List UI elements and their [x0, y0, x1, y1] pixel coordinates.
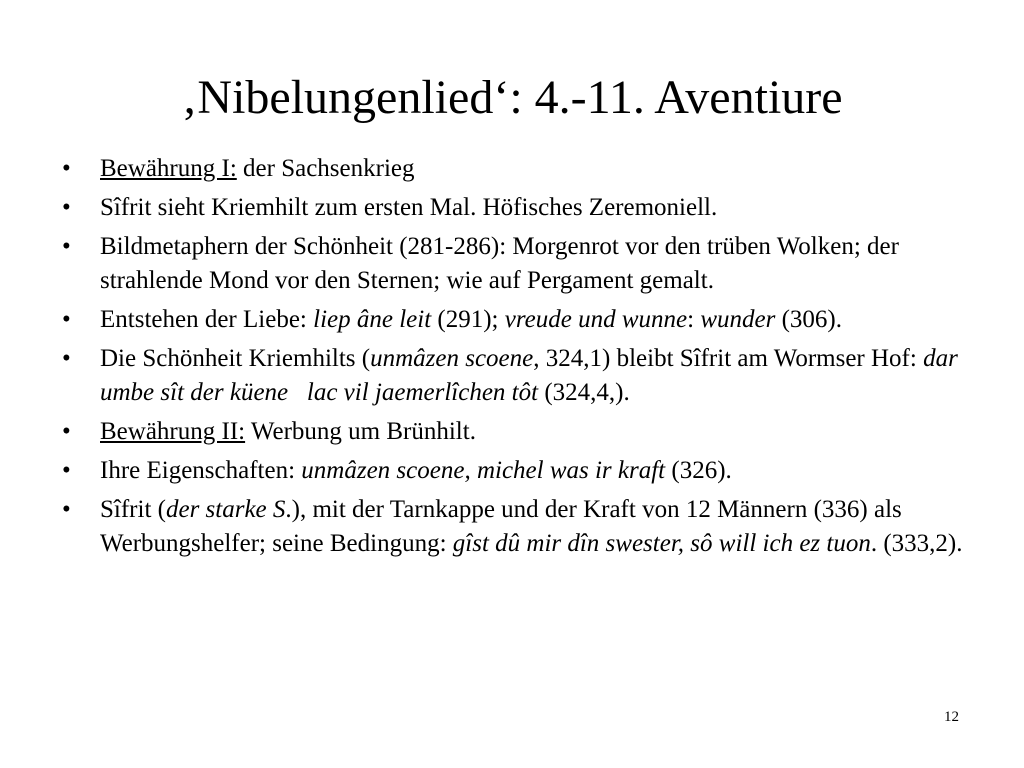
bullet-icon: •: [62, 496, 71, 523]
bullet-text-italic: vreude und wunne: [504, 306, 688, 333]
bullet-list: [62, 152, 982, 566]
bullet-text: Die Schönheit Kriemhilts (: [100, 345, 371, 372]
bullet-item: [62, 152, 982, 186]
bullet-icon: •: [62, 194, 71, 221]
bullet-text: der Sachsenkrieg: [236, 155, 415, 182]
bullet-item: [62, 303, 982, 337]
slide-title: ‚Nibelungenlied‘: 4.-11. Aventiure: [181, 71, 843, 124]
bullet-text-italic: unmâzen scoene: [370, 345, 534, 372]
bullet-item: [62, 454, 982, 488]
bullet-text-underline: Bewährung II:: [100, 418, 246, 445]
bullet-text: (326).: [665, 457, 732, 484]
bullet-text-italic: gîst dû mir dîn swester, sô will ich ez tuon: [452, 530, 871, 557]
bullet-icon: •: [62, 233, 71, 260]
bullet-text: Sîfrit sieht Kriemhilt zum ersten Mal. Höfisches Zeremoniell.: [100, 194, 718, 221]
bullet-item: [62, 415, 982, 449]
bullet-text-italic: dar umbe sît der küene lac vil jaemerlîchen tôt: [100, 345, 965, 406]
bullet-icon: •: [62, 306, 71, 333]
bullet-item: [62, 342, 982, 410]
bullet-text: :: [687, 306, 701, 333]
bullet-icon: •: [62, 418, 71, 445]
bullet-text-italic: unmâzen scoene, michel was ir kraft: [301, 457, 666, 484]
bullet-icon: •: [62, 155, 71, 182]
bullet-text: Ihre Eigenschaften:: [100, 457, 302, 484]
bullet-text-italic: liep âne leit: [313, 306, 432, 333]
bullet-text: (306).: [775, 306, 842, 333]
bullet-item: [62, 493, 982, 561]
bullet-item: [62, 191, 982, 225]
bullet-item: [62, 230, 982, 298]
bullet-text: , 324,1) bleibt Sîfrit am Wormser Hof:: [533, 345, 924, 372]
bullet-text: Entstehen der Liebe:: [100, 306, 314, 333]
bullet-text: .), mit der Tarnkappe und der Kraft von 12 Männern (336) als Werbungshelfer; seine Bedingung:: [100, 496, 902, 557]
bullet-text-underline: Bewährung I:: [100, 155, 237, 182]
bullet-text: (291);: [431, 306, 505, 333]
bullet-text-italic: wunder: [700, 306, 776, 333]
bullet-text-italic: der starke S: [165, 496, 286, 523]
bullet-text: (324,4,).: [538, 379, 630, 406]
bullet-text: Bildmetaphern der Schönheit (281-286): Morgenrot vor den trüben Wolken; der strahlende Mond vor den Sternen; wie auf Pergament gemalt.: [100, 233, 899, 294]
bullet-text: Werbung um Brünhilt.: [245, 418, 476, 445]
bullet-icon: •: [62, 345, 71, 372]
bullet-text: . (333,2).: [870, 530, 963, 557]
page-number: 12: [944, 709, 959, 725]
bullet-text: Sîfrit (: [100, 496, 166, 523]
bullet-icon: •: [62, 457, 71, 484]
